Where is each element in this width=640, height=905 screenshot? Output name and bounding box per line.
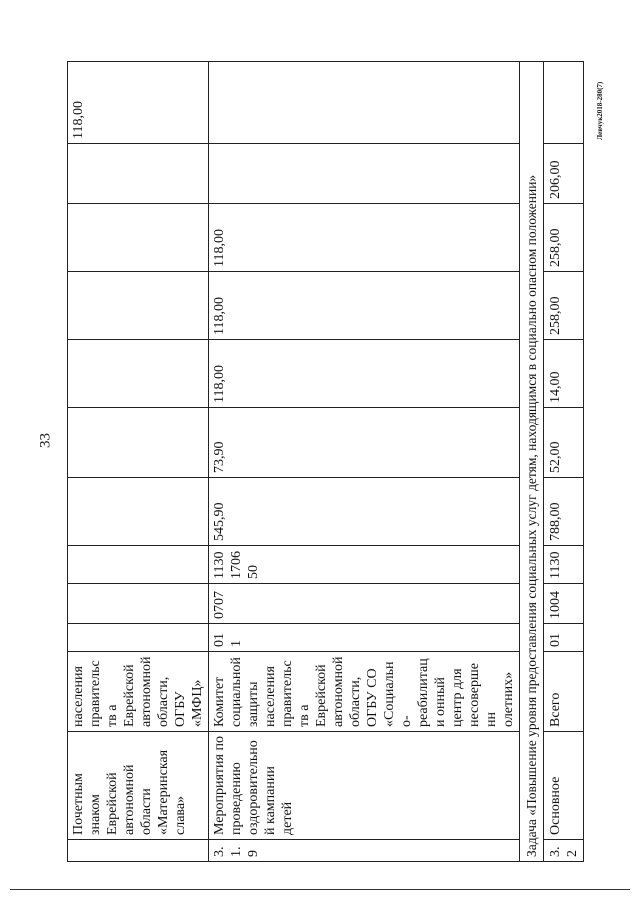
program-table xyxy=(67,61,584,862)
cell-year-5 xyxy=(68,144,209,204)
cell-number xyxy=(68,840,209,862)
cell-year-3: 258,00 xyxy=(544,272,584,340)
footer-rule xyxy=(10,889,630,890)
table-row-3-1-9 xyxy=(209,62,520,862)
task-title: Задача «Повышение уровня предоставления социальных услуг детям, находящимся в социально опасном положении» xyxy=(520,62,544,862)
cell-target xyxy=(68,546,209,584)
cell-grbs: 01 1 xyxy=(209,624,520,652)
cell-year-6: 118,00 xyxy=(68,62,209,144)
cell-year-1: 73,90 xyxy=(209,408,520,478)
task-row xyxy=(520,62,544,862)
table-row-continued xyxy=(68,62,209,862)
table-row-3-2 xyxy=(544,62,584,862)
cell-grbs: 01 xyxy=(544,624,584,652)
cell-year-2: 14,00 xyxy=(544,340,584,408)
page-number: 33 xyxy=(37,433,54,448)
cell-name: Почетным знаком Еврейской автономной области «Материнская слава» xyxy=(68,732,209,840)
cell-name: Основное xyxy=(544,732,584,840)
cell-year-3 xyxy=(68,272,209,340)
cell-total: 545,90 xyxy=(209,478,520,546)
cell-year-4: 118,00 xyxy=(209,204,520,272)
cell-target: 1130 xyxy=(544,546,584,584)
cell-year-5: 206,00 xyxy=(544,144,584,204)
cell-year-6 xyxy=(209,62,520,144)
cell-year-2 xyxy=(68,340,209,408)
cell-number: 3.1. 9 xyxy=(209,840,520,862)
cell-total: 788,00 xyxy=(544,478,584,546)
cell-year-6 xyxy=(544,62,584,144)
cell-executor: Всего xyxy=(544,652,584,732)
document-code-mark: Левчук2018-280(7) xyxy=(596,81,604,140)
cell-executor: Комитет социальной защиты населения правительств а Еврейской автономной области, ОГБУ СО «Социально-реабилитаци онный центр для несовершенн олетних» xyxy=(209,652,520,732)
cell-year-1: 52,00 xyxy=(544,408,584,478)
rotated-table-page xyxy=(67,62,580,862)
cell-year-5 xyxy=(209,144,520,204)
cell-year-1 xyxy=(68,408,209,478)
cell-section: 0707 xyxy=(209,584,520,624)
cell-name: Мероприятия по проведению оздоровительной кампании детей xyxy=(209,732,520,840)
cell-year-2: 118,00 xyxy=(209,340,520,408)
cell-year-3: 118,00 xyxy=(209,272,520,340)
cell-year-4 xyxy=(68,204,209,272)
cell-executor: населения правительств а Еврейской автономной области, ОГБУ «МФЦ» xyxy=(68,652,209,732)
cell-number: 3.2 xyxy=(544,840,584,862)
cell-section: 1004 xyxy=(544,584,584,624)
cell-total xyxy=(68,478,209,546)
cell-year-4: 258,00 xyxy=(544,204,584,272)
cell-target: 1130 1706 50 xyxy=(209,546,520,584)
cell-grbs xyxy=(68,624,209,652)
cell-section xyxy=(68,584,209,624)
